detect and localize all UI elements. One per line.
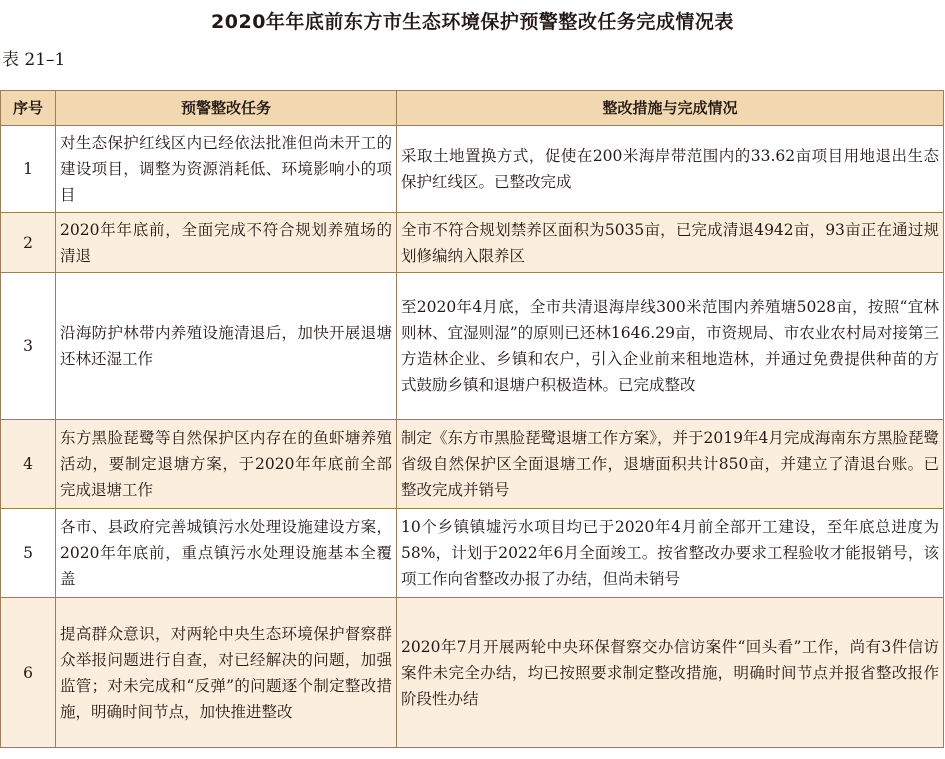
row-number: 3 [1, 273, 56, 420]
header-warning-task: 预警整改任务 [56, 91, 397, 126]
row-task: 东方黑脸琵鹭等自然保护区内存在的鱼虾塘养殖活动，要制定退塘方案，于2020年年底前全部完成退塘工作 [56, 420, 397, 509]
row-measures: 采取土地置换方式，促使在200米海岸带范围内的33.62亩项目用地退出生态保护红线区。已整改完成 [397, 126, 944, 213]
row-number: 2 [1, 213, 56, 273]
row-task: 对生态保护红线区内已经依法批准但尚未开工的建设项目，调整为资源消耗低、环境影响小的项目 [56, 126, 397, 213]
header-serial-number: 序号 [1, 91, 56, 126]
row-number: 4 [1, 420, 56, 509]
page-title: 2020年年底前东方市生态环境保护预警整改任务完成情况表 [211, 11, 734, 33]
row-number: 6 [1, 598, 56, 748]
table-row [1, 126, 944, 213]
table-row [1, 420, 944, 509]
table-header-row [1, 91, 944, 126]
row-number: 1 [1, 126, 56, 213]
row-task: 提高群众意识，对两轮中央生态环境保护督察群众举报问题进行自查，对已经解决的问题，加强监管；对未完成和“反弹”的问题逐个制定整改措施，明确时间节点，加快推进整改 [56, 598, 397, 748]
row-task: 各市、县政府完善城镇污水处理设施建设方案，2020年年底前，重点镇污水处理设施基本全覆盖 [56, 509, 397, 598]
row-task: 沿海防护林带内养殖设施清退后，加快开展退塘还林还湿工作 [56, 273, 397, 420]
table-row [1, 509, 944, 598]
table-row [1, 273, 944, 420]
row-measures: 制定《东方市黑脸琵鹭退塘工作方案》，并于2019年4月完成海南东方黑脸琵鹭省级自然保护区全面退塘工作，退塘面积共计850亩，并建立了清退台账。已整改完成并销号 [397, 420, 944, 509]
table-row [1, 213, 944, 273]
row-measures: 至2020年4月底，全市共清退海岸线300米范围内养殖塘5028亩，按照“宜林则林、宜湿则湿”的原则已还林1646.29亩，市资规局、市农业农村局对接第三方造林企业、乡镇和农户，引入企业前来租地造林，并通过免费提供种苗的方式鼓励乡镇和退塘户积极造林。已完成整改 [397, 273, 944, 420]
row-measures: 全市不符合规划禁养区面积为5035亩，已完成清退4942亩，93亩正在通过规划修编纳入限养区 [397, 213, 944, 273]
row-number: 5 [1, 509, 56, 598]
row-measures: 10个乡镇镇墟污水项目均已于2020年4月前全部开工建设，至年底总进度为58%，计划于2022年6月全面竣工。按省整改办要求工程验收才能报销号，该项工作向省整改办报了办结，但尚未销号 [397, 509, 944, 598]
table-label: 表 21–1 [2, 50, 66, 70]
header-measures-status: 整改措施与完成情况 [397, 91, 944, 126]
row-task: 2020年年底前，全面完成不符合规划养殖场的清退 [56, 213, 397, 273]
row-measures: 2020年7月开展两轮中央环保督察交办信访案件“回头看”工作，尚有3件信访案件未完全办结，均已按照要求制定整改措施，明确时间节点并报省整改报作阶段性办结 [397, 598, 944, 748]
rectification-task-table [0, 90, 944, 748]
table-row [1, 598, 944, 748]
